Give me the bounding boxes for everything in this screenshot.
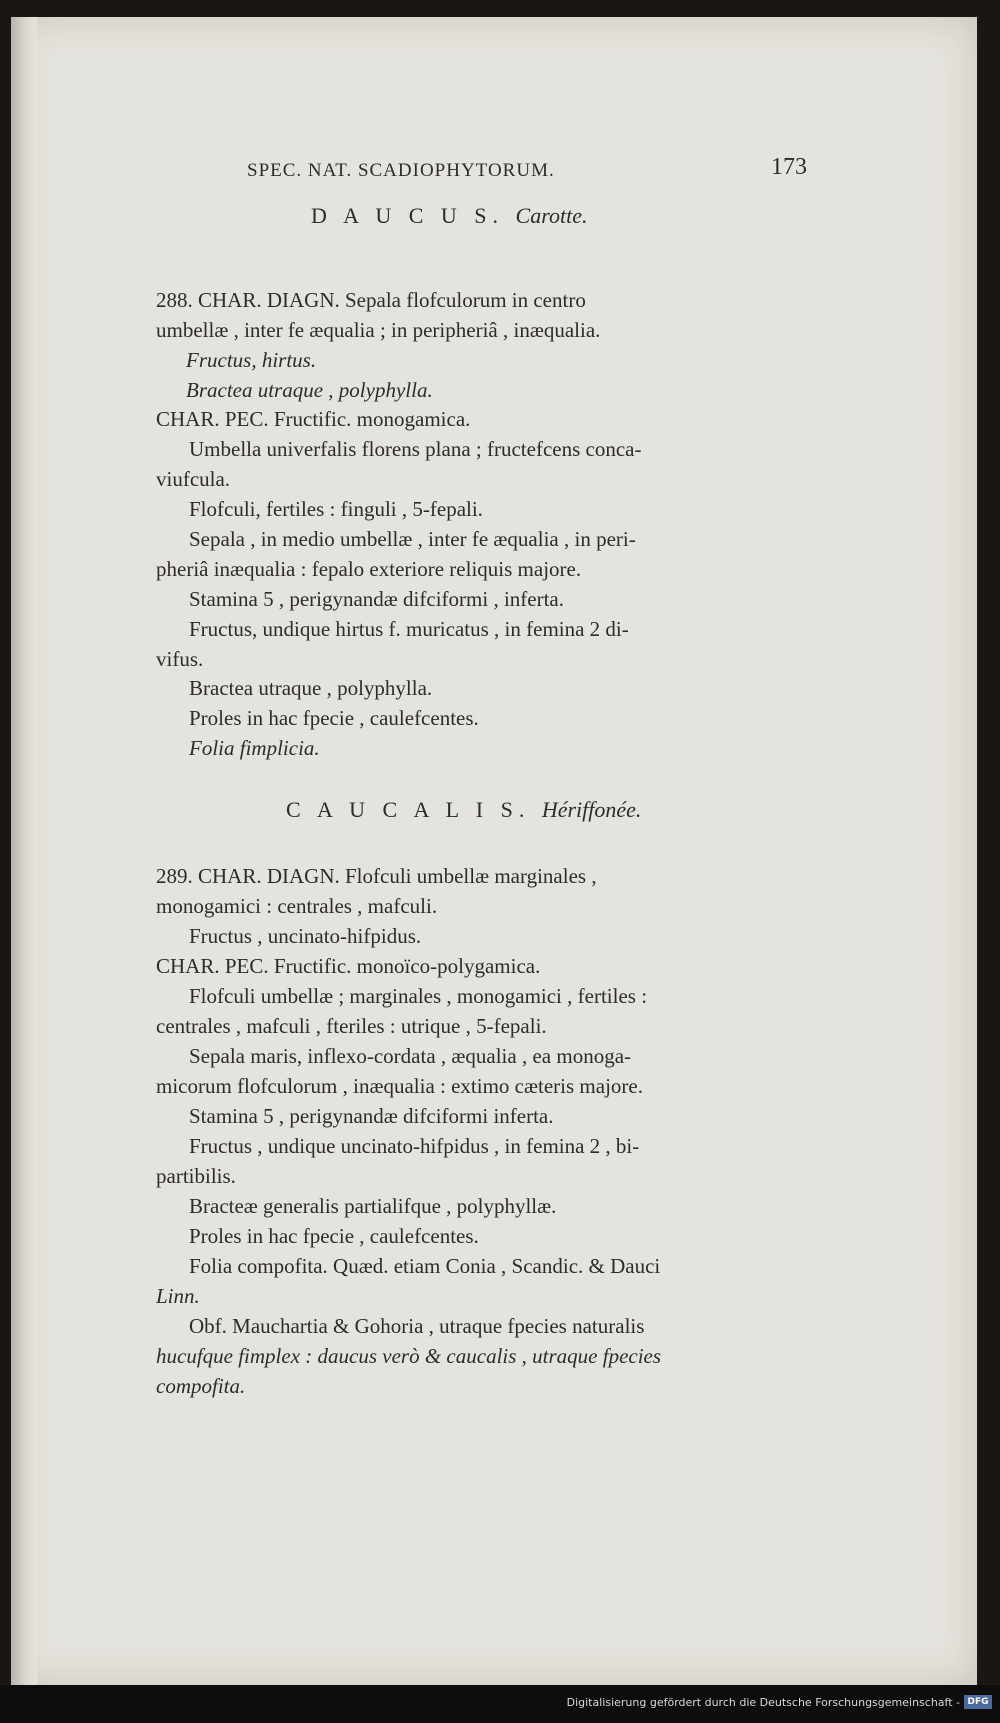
- text-line: compofita.: [156, 1374, 246, 1398]
- text-line: partibilis.: [156, 1164, 236, 1188]
- text-line: viufcula.: [156, 467, 231, 491]
- section-title-caucalis-french: Hériffonée.: [541, 797, 642, 822]
- page-number: 173: [771, 154, 807, 180]
- text-line: Flofculi, fertiles : finguli , 5-fepali.: [189, 497, 483, 521]
- text-line: Fructus, hirtus.: [186, 348, 317, 372]
- text-line: CHAR. PEC. Fructific. monogamica.: [156, 407, 471, 431]
- book-page: [11, 17, 977, 1685]
- text-line: CHAR. PEC. Fructific. monoïco-polygamica.: [156, 954, 541, 978]
- text-line: micorum flofculorum , inæqualia : extimo cæteris majore.: [156, 1074, 643, 1098]
- text-line: Stamina 5 , perigynandæ difciformi , inferta.: [189, 587, 564, 611]
- text-line: Sepala , in medio umbellæ , inter fe æqualia , in peri-: [189, 527, 636, 551]
- text-line: umbellæ , inter fe æqualia ; in peripheriâ , inæqualia.: [156, 318, 601, 342]
- text-line: Umbella univerfalis florens plana ; fructefcens conca-: [189, 437, 642, 461]
- digitization-footer: [0, 1685, 1000, 1723]
- section-title-daucus-name: D A U C U S.: [311, 203, 505, 228]
- running-head-title: SPEC. NAT. SCADIOPHYTORUM.: [247, 160, 555, 181]
- section-title-daucus-french: Carotte.: [515, 203, 588, 228]
- text-line: Obf. Mauchartia & Gohoria , utraque fpecies naturalis: [189, 1314, 645, 1338]
- page-spine-shadow: [11, 17, 37, 1685]
- text-line: Bracteæ generalis partialifque , polyphyllæ.: [189, 1194, 557, 1218]
- text-line: Bractea utraque , polyphylla.: [186, 378, 433, 402]
- section-title-caucalis: [286, 797, 641, 823]
- text-line: hucufque fimplex : daucus verò & caucalis , utraque fpecies: [156, 1344, 662, 1368]
- text-line: Folia fimplicia.: [189, 736, 320, 760]
- text-line: Sepala maris, inflexo-cordata , æqualia , ea monoga-: [189, 1044, 632, 1068]
- dfg-logo: DFG: [964, 1695, 992, 1709]
- text-line: Fructus, undique hirtus f. muricatus , in femina 2 di-: [189, 617, 629, 641]
- text-line: pheriâ inæqualia : fepalo exteriore reliquis majore.: [156, 557, 582, 581]
- text-line: 288. CHAR. DIAGN. Sepala flofculorum in centro: [156, 288, 586, 312]
- footer-credit: Digitalisierung gefördert durch die Deutsche Forschungsgemeinschaft -: [566, 1696, 960, 1709]
- text-line: Fructus , undique uncinato-hifpidus , in femina 2 , bi-: [189, 1134, 640, 1158]
- section-title-daucus: [311, 203, 587, 229]
- text-line: Proles in hac fpecie , caulefcentes.: [189, 706, 479, 730]
- text-line: 289. CHAR. DIAGN. Flofculi umbellæ marginales ,: [156, 864, 597, 888]
- running-head: [247, 154, 807, 184]
- section-title-caucalis-name: C A U C A L I S.: [286, 797, 531, 822]
- text-line: vifus.: [156, 647, 204, 671]
- text-line: Fructus , uncinato-hifpidus.: [189, 924, 422, 948]
- text-line: Stamina 5 , perigynandæ difciformi inferta.: [189, 1104, 554, 1128]
- text-line: Flofculi umbellæ ; marginales , monogamici , fertiles :: [189, 984, 648, 1008]
- text-line: Folia compofita. Quæd. etiam Conia , Scandic. & Dauci: [189, 1254, 661, 1278]
- text-line: Linn.: [156, 1284, 200, 1308]
- text-line: centrales , mafculi , fteriles : utrique , 5-fepali.: [156, 1014, 547, 1038]
- text-line: Bractea utraque , polyphylla.: [189, 676, 433, 700]
- text-line: monogamici : centrales , mafculi.: [156, 894, 438, 918]
- text-line: Proles in hac fpecie , caulefcentes.: [189, 1224, 479, 1248]
